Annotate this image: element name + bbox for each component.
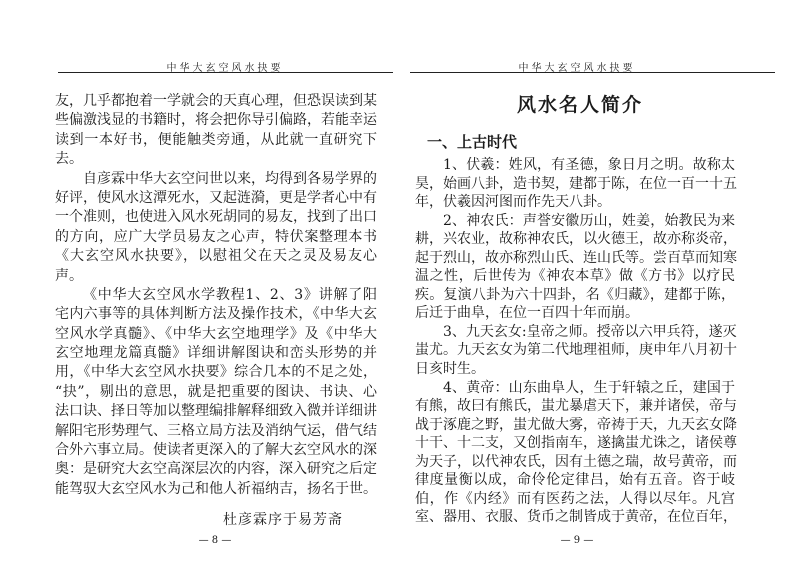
- text-line: 自彦霖中华大玄空问世以来，均得到各易学界的: [83, 170, 377, 187]
- text-line: 律度量衡以成，命伶伦定律吕，始有五音。咨于岐: [415, 472, 735, 489]
- text-line: 伯，作《内经》而有医药之法，人得以尽年。凡宫: [415, 490, 735, 507]
- text-line: 年，伏羲因河图而作先天八卦。: [415, 194, 611, 211]
- left-page: [0, 0, 396, 587]
- page-number: — 8 —: [198, 535, 232, 546]
- running-header: 中华大玄空风水抉要: [166, 63, 284, 74]
- text-line: 去。: [55, 151, 83, 168]
- text-line: 合外六事立局。使读者更深入的了解大玄空风水的深: [55, 442, 377, 459]
- text-line: 用，《中华大玄空风水抉要》综合几本的不足之处，: [55, 364, 377, 381]
- text-line: 玄空地理龙篇真髓》详细讲解图诀和峦头形势的并: [55, 345, 377, 362]
- preface-signature: 杜彦霖序于易芳斋: [223, 512, 343, 528]
- text-line: 温之性，后世传为《神农本草》做《方书》以疗民: [415, 268, 735, 285]
- text-line: 读到一本好书，便能触类旁通，从此就一直研究下: [55, 131, 377, 148]
- text-line: 《大玄空风水抉要》，以慰祖父在天之灵及易友心: [55, 248, 377, 265]
- right-body-text: [415, 156, 735, 527]
- page-number: — 9 —: [560, 535, 594, 546]
- text-line: 好评，使风水这潭死水，又起涟漪，更是学者心中有: [55, 189, 377, 206]
- text-line: 奥：是研究大玄空高深层次的内容，深入研究之后定: [55, 461, 377, 478]
- text-line: 蚩尤。九天玄女为第二代地理祖师，庚申年八月初十: [415, 342, 737, 359]
- text-line: 些偏激浅显的书籍时，将会把你导引偏路，若能幸运: [55, 112, 377, 129]
- header-rule: [410, 72, 775, 73]
- text-line: 有熊，故曰有熊氏，蚩尤暴虐天下，兼并诸侯，帝与: [415, 398, 737, 415]
- text-line: 一个准则，也使进入风水死胡同的易友，找到了出口: [55, 209, 377, 226]
- text-line: 《中华大玄空风水学教程1、2、3》讲解了阳: [83, 286, 377, 303]
- text-line: 4、黄帝：山东曲阜人，生于轩辕之丘，建国于: [443, 379, 735, 396]
- text-line: “抉”，剔出的意思，就是把重要的图诀、书诀、心: [55, 383, 377, 400]
- text-line: 起于烈山，故亦称烈山氏、连山氏等。尝百草而知寒: [415, 249, 737, 266]
- chapter-title: 风水名人简介: [516, 94, 643, 116]
- right-page: [397, 0, 793, 587]
- text-line: 战于涿鹿之野，蚩尤做大雾，帝祷于天，九天玄女降: [415, 416, 737, 433]
- text-line: 2、神农氏：声誉安徽历山，姓姜，始教民为来: [443, 212, 735, 229]
- text-line: 的方向，应广大学员易友之心声，特伏案整理本书: [55, 228, 377, 245]
- left-body-text: [55, 92, 377, 499]
- text-line: 为天子，以代神农氏，因有土德之瑞，故号黄帝，而: [415, 453, 737, 470]
- text-line: 声。: [55, 267, 83, 284]
- text-line: 友，几乎都抱着一学就会的天真心理，但恐误读到某: [55, 93, 377, 109]
- text-line: 耕，兴农业，故称神农氏，以火德王，故亦称炎帝，: [415, 231, 737, 248]
- section-heading: 一、上古时代: [427, 133, 518, 151]
- text-line: 日亥时生。: [415, 361, 485, 378]
- text-line: 疾。复演八卦为六十四卦，名《归藏》，建都于陈，: [415, 286, 735, 303]
- text-line: 法口诀、择日等加以整理编排解释细致入微并详细讲: [55, 403, 377, 420]
- text-line: 十干、十二支，又创指南车，遂擒蚩尤诛之，诸侯尊: [415, 435, 737, 452]
- text-line: 1、伏羲：姓风，有圣德，象日月之明。故称太: [443, 157, 735, 173]
- text-line: 空风水学真髓》、《中华大玄空地理学》及《中华大: [55, 325, 377, 342]
- running-header: 中华大玄空风水抉要: [518, 63, 636, 74]
- text-line: 昊，始画八卦，造书契，建都于陈，在位一百一十五: [415, 175, 737, 192]
- text-line: 3、九天玄女:皇帝之师。授帝以六甲兵符，遂灭: [443, 323, 737, 340]
- text-line: 宅内六事等的具体判断方法及操作技术，《中华大玄: [55, 306, 377, 323]
- text-line: 后迁于曲阜，在位一百四十年而崩。: [415, 305, 639, 322]
- text-line: 解阳宅形势理气、三格立局方法及消纳气运，借气结: [55, 422, 377, 439]
- header-rule: [58, 72, 393, 73]
- text-line: 能驾驭大玄空风水为己和他人祈福纳吉，扬名于世。: [55, 480, 377, 497]
- text-line: 室、器用、衣服、货币之制皆成于黄帝，在位百年，: [415, 509, 737, 526]
